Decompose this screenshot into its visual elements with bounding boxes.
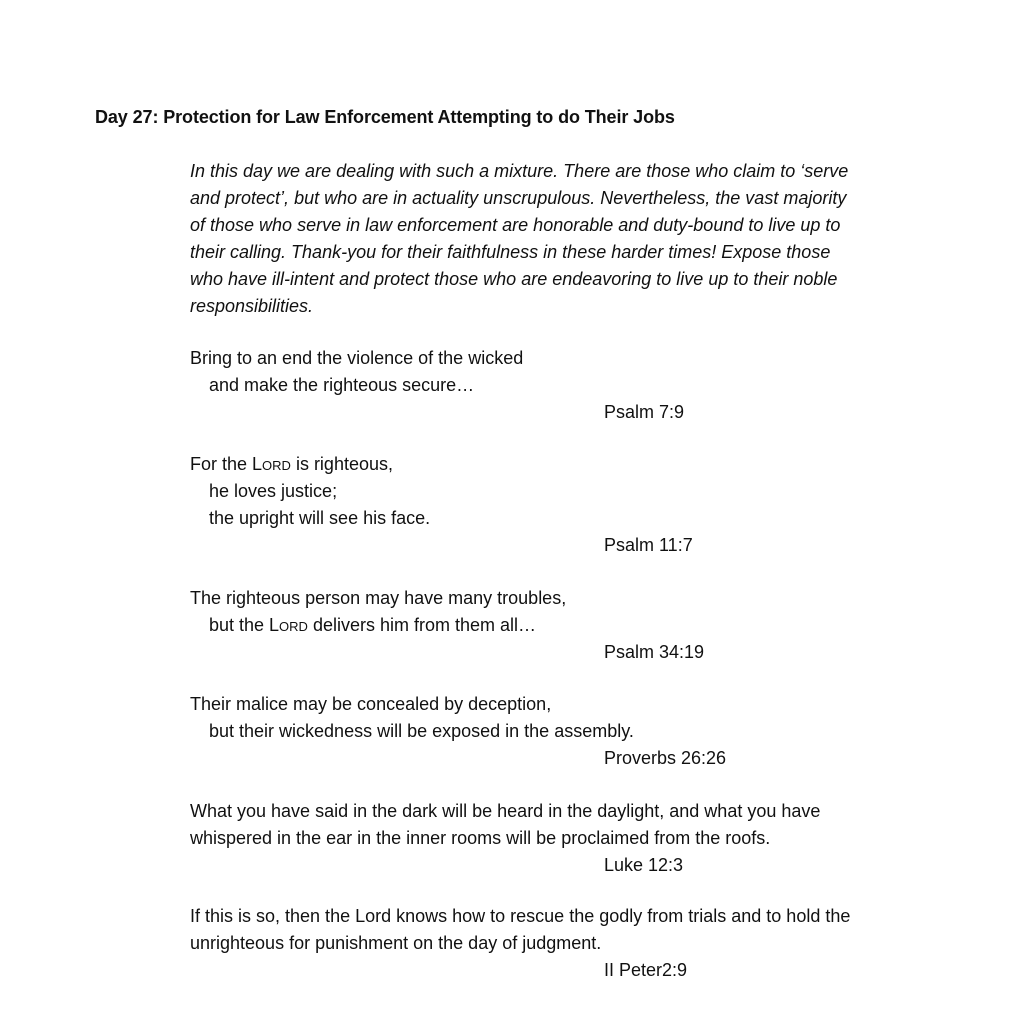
verse-text: but the [209,615,270,635]
verse-line: Bring to an end the violence of the wicked [190,348,524,368]
verse-reference: Psalm 11:7 [604,535,693,555]
verse-reference: Psalm 34:19 [604,642,705,662]
intro-line: and protect’, but who are in actuality unscrupulous. Nevertheless, the vast majority [190,188,847,208]
page-title: Day 27: Protection for Law Enforcement Attempting to do Their Jobs [95,107,675,127]
verse-text: For the [190,454,253,474]
intro-line: who have ill-intent and protect those who are endeavoring to live up to their noble [190,269,838,289]
intro-line: their calling. Thank-you for their faithfulness in these harder times! Expose those [190,242,831,262]
verse-psalm-7-9 [190,345,950,426]
verse-text: is righteous, [290,454,393,474]
verse-reference: Proverbs 26:26 [604,748,727,768]
verse-line: Their malice may be concealed by deception, [190,694,552,714]
verse-psalm-11-7 [190,451,950,559]
verse-line: and make the righteous secure… [209,375,475,395]
verse-line: unrighteous for punishment on the day of judgment. [190,933,602,953]
verse-ii-peter-2-9 [190,903,950,984]
intro-line: of those who serve in law enforcement are honorable and duty-bound to live up to [190,215,841,235]
verse-reference: Luke 12:3 [604,855,684,875]
verse-text: delivers him from them all… [307,615,537,635]
verse-line: whispered in the ear in the inner rooms will be proclaimed from the roofs. [190,828,771,848]
verse-line: the upright will see his face. [209,508,431,528]
verse-line [190,451,950,478]
verse-luke-12-3 [190,798,950,879]
verse-line: he loves justice; [209,481,338,501]
lord-smallcaps: Lord [252,454,291,474]
verse-line [190,612,950,639]
lord-smallcaps: Lord [269,615,308,635]
intro-line: In this day we are dealing with such a mixture. There are those who claim to ‘serve [190,161,849,181]
verse-line: The righteous person may have many troubles, [190,588,567,608]
verse-line: What you have said in the dark will be heard in the daylight, and what you have [190,801,821,821]
verse-reference: Psalm 7:9 [604,402,685,422]
verse-psalm-34-19 [190,585,950,666]
verse-line: but their wickedness will be exposed in the assembly. [209,721,634,741]
verse-reference: II Peter2:9 [604,960,688,980]
verse-line: If this is so, then the Lord knows how to rescue the godly from trials and to hold the [190,906,851,926]
verse-proverbs-26-26 [190,691,950,772]
intro-paragraph [190,158,950,320]
intro-line: responsibilities. [190,296,314,316]
